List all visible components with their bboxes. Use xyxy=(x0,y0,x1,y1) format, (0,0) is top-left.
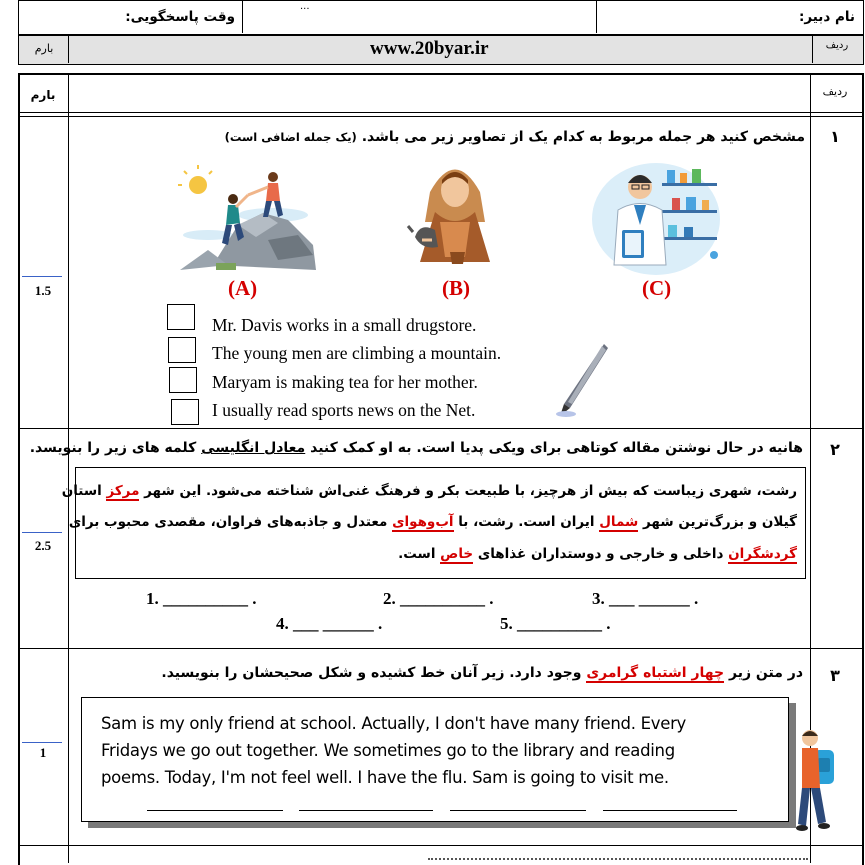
q1-score: 1.5 xyxy=(34,283,52,298)
q2-instruction-b: کلمه های زیر را بنویسد. xyxy=(29,440,197,456)
q2-word-gardeshgaran: گردشگران xyxy=(728,546,797,562)
site-bar-div-right xyxy=(812,35,813,63)
answer-box-3[interactable] xyxy=(169,367,197,393)
q3-text-line-3: poems. Today, I'm not feel well. I have the flu. Sam is going to visit me. xyxy=(101,768,669,787)
time-label: وقت پاسخگویی: xyxy=(125,9,235,25)
pen-icon xyxy=(556,342,610,420)
climbing-picture xyxy=(168,165,318,273)
q2-l1-a: رشت، شهری زیباست که بیش از هرچیز، با طبیعت بکر و فرهنگ غنی‌اش شناخته می‌شود. این شهر xyxy=(144,483,797,499)
sentence-4: I usually read sports news on the Net. xyxy=(212,400,476,420)
q3-instruction-a: در متن زیر xyxy=(729,665,803,681)
student-with-backpack-icon xyxy=(796,728,840,836)
q3-score-mark xyxy=(22,742,62,743)
sep-header xyxy=(18,112,862,113)
q2-number: ۲ xyxy=(830,440,840,459)
q3-answer-line-4[interactable] xyxy=(603,810,737,811)
q3-answer-line-3[interactable] xyxy=(450,810,586,811)
col-line-score xyxy=(68,75,69,863)
q2-instruction-underlined: معادل انگلیسی xyxy=(201,440,306,456)
tea-woman-picture xyxy=(410,152,500,270)
q1-number: ۱ xyxy=(830,127,840,146)
q3-text-line-2: Fridays we go out together. We sometimes go to the library and reading xyxy=(101,741,675,760)
q2-l2-c: معتدل و جاذبه‌های فراوان، مقصدی محبوب برای xyxy=(68,514,388,530)
q1-instruction-main: مشخص کنید هر جمله مربوط به کدام یک از تصاویر زیر می باشد. xyxy=(361,129,805,145)
sep-q3 xyxy=(18,845,862,846)
q3-instruction-underlined: چهار اشتباه گرامری xyxy=(586,665,725,681)
sentence-1: Mr. Davis works in a small drugstore. xyxy=(212,315,477,335)
header-cut-text: ... xyxy=(300,1,310,12)
q2-l1-b: استان xyxy=(61,483,102,499)
q2-l2-a: گیلان و بزرگ‌ترین شهر xyxy=(643,514,797,530)
label-c: (C) xyxy=(642,276,672,300)
q2-blank-5[interactable]: 5. __________ . xyxy=(500,614,611,633)
table-header-row: ردیف xyxy=(822,85,848,98)
site-bar-score-label: بارم xyxy=(34,42,54,55)
q2-instruction xyxy=(30,440,803,456)
q2-instruction-a: هانیه در حال نوشتن مقاله کوتاهی برای ویکی پدیا است. به او کمک کنید xyxy=(310,440,803,456)
q3-number: ۳ xyxy=(830,666,840,685)
q2-score: 2.5 xyxy=(34,538,52,553)
q2-blank-1[interactable]: 1. __________ . xyxy=(146,589,257,608)
q3-text-line-1: Sam is my only friend at school. Actually, I don't have many friend. Every xyxy=(101,714,687,733)
q3-instruction xyxy=(161,665,803,681)
q3-score: 1 xyxy=(39,745,47,760)
site-bar-row-label: ردیف xyxy=(825,40,849,51)
q3-answer-line-2[interactable] xyxy=(299,810,433,811)
sep-q1 xyxy=(18,428,862,429)
q1-instruction-extra: (یک جمله اضافی است) xyxy=(224,130,357,144)
answer-box-2[interactable] xyxy=(168,337,196,363)
table-header-score: بارم xyxy=(30,88,56,102)
q3-answer-line-1[interactable] xyxy=(147,810,283,811)
label-b: (B) xyxy=(442,276,470,300)
next-question-cut xyxy=(428,858,808,865)
answer-box-4[interactable] xyxy=(171,399,199,425)
q2-word-markaz: مرکز xyxy=(106,483,140,499)
q2-word-shomal: شمال xyxy=(599,514,639,530)
q2-l3-b: است. xyxy=(398,546,436,562)
q3-instruction-b: وجود دارد. زیر آنان خط کشیده و شکل صحیحشان را بنویسید. xyxy=(161,665,582,681)
q2-blank-4[interactable]: 4. ___ ______ . xyxy=(276,614,383,633)
q2-text-line-2 xyxy=(69,514,797,530)
q1-score-mark xyxy=(22,276,62,277)
answer-box-1[interactable] xyxy=(167,304,195,330)
sep-q2 xyxy=(18,648,862,649)
header-divider-right xyxy=(596,0,597,33)
label-a: (A) xyxy=(228,276,258,300)
q2-word-khas: خاص xyxy=(440,546,474,562)
q1-instruction xyxy=(225,129,805,145)
q2-l3-a: داخلی و خارجی و دوستداران غذاهای xyxy=(477,546,724,562)
site-bar-div-left xyxy=(68,35,69,63)
q2-word-abohava: آب‌وهوای xyxy=(392,514,454,530)
site-url[interactable]: www.20byar.ir xyxy=(370,38,489,59)
q2-blank-2[interactable]: 2. __________ . xyxy=(383,589,494,608)
q2-score-mark xyxy=(22,532,62,533)
q2-blank-3[interactable]: 3. ___ ______ . xyxy=(592,589,699,608)
header-divider-left xyxy=(242,0,243,33)
sep-header2 xyxy=(18,116,862,117)
sentence-3: Maryam is making tea for her mother. xyxy=(212,372,478,392)
teacher-label: نام دبیر: xyxy=(798,9,855,25)
q2-text-line-1 xyxy=(62,483,797,499)
pharmacist-picture xyxy=(592,155,727,273)
sentence-2: The young men are climbing a mountain. xyxy=(212,343,502,363)
q2-text-line-3 xyxy=(398,546,797,562)
q2-l2-b: ایران است. رشت، با xyxy=(458,514,595,530)
